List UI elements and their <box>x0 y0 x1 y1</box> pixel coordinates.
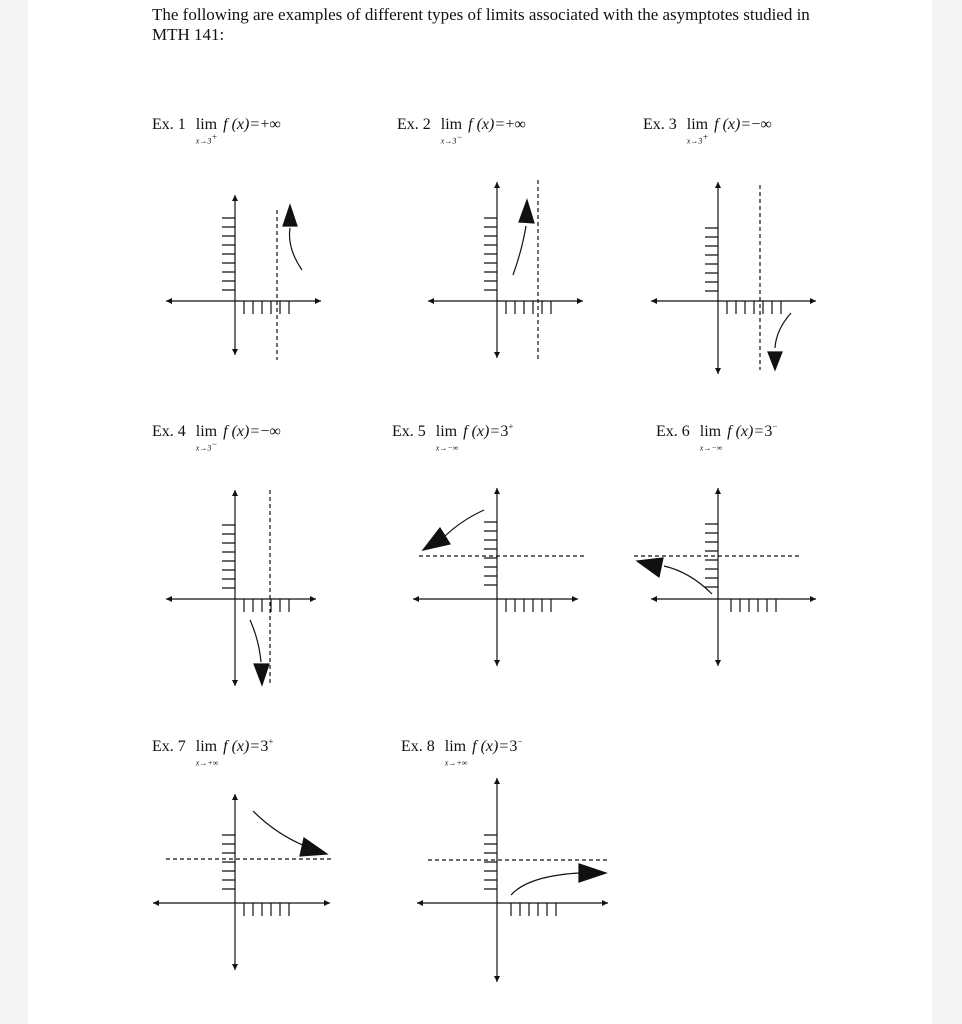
example-number: Ex. 8 <box>401 738 435 756</box>
limit-value: −∞ <box>260 423 281 441</box>
example-number: Ex. 4 <box>152 423 186 441</box>
curve <box>290 228 303 270</box>
arrowhead <box>283 205 297 226</box>
example-number: Ex. 2 <box>397 116 431 134</box>
x-ticks <box>727 301 781 314</box>
curve <box>445 510 484 536</box>
curve <box>775 313 791 348</box>
curve <box>513 226 526 275</box>
example-1-label: Ex. 1 lim x→3+ f (x)=+∞ <box>152 116 281 146</box>
y-ticks <box>222 218 235 290</box>
graph-5 <box>413 488 585 666</box>
example-number: Ex. 1 <box>152 116 186 134</box>
lim-subscript: x→+∞ <box>195 758 219 768</box>
function-expression: f (x) <box>472 738 499 756</box>
limit-value: 3+ <box>260 737 274 756</box>
arrowhead <box>637 558 663 577</box>
y-ticks <box>484 218 497 290</box>
graph-2 <box>428 180 583 360</box>
example-number: Ex. 7 <box>152 738 186 756</box>
lim-word: lim <box>195 116 218 134</box>
lim-word: lim <box>686 116 709 134</box>
function-expression: f (x) <box>223 116 250 134</box>
lim-subscript: x→3+ <box>195 132 218 146</box>
example-4-label: Ex. 4 lim x→3− f (x)=−∞ <box>152 423 281 453</box>
intro-text: The following are examples of different types of limits associated with the asymptotes studied in MTH 141: <box>152 5 810 44</box>
y-ticks <box>222 835 235 889</box>
limit-value: 3− <box>509 737 523 756</box>
limit-value: 3− <box>764 422 778 441</box>
lim-word: lim <box>195 738 218 756</box>
y-ticks <box>484 835 497 889</box>
arrowhead <box>300 838 327 856</box>
arrowhead <box>519 200 534 223</box>
limit-value: +∞ <box>505 116 526 134</box>
limit-value: +∞ <box>260 116 281 134</box>
arrowhead <box>768 352 782 370</box>
lim-subscript: x→−∞ <box>435 443 459 453</box>
x-ticks <box>511 903 556 916</box>
function-expression: f (x) <box>714 116 741 134</box>
arrowhead <box>254 664 269 685</box>
y-ticks <box>484 522 497 585</box>
example-5-label: Ex. 5 lim x→−∞ f (x)=3+ <box>392 422 514 453</box>
y-ticks <box>705 228 718 291</box>
example-7-label: Ex. 7 lim x→+∞ f (x)=3+ <box>152 737 274 768</box>
lim-subscript: x→3+ <box>686 132 709 146</box>
curve <box>511 873 579 895</box>
function-expression: f (x) <box>223 423 250 441</box>
graph-1 <box>166 195 321 360</box>
lim-subscript: x→−∞ <box>699 443 723 453</box>
example-number: Ex. 5 <box>392 423 426 441</box>
graph-4 <box>166 490 316 686</box>
lim-subscript: x→3− <box>440 132 463 146</box>
function-expression: f (x) <box>468 116 495 134</box>
example-number: Ex. 3 <box>643 116 677 134</box>
arrowhead <box>423 528 450 550</box>
example-number: Ex. 6 <box>656 423 690 441</box>
graph-7 <box>153 794 331 970</box>
function-expression: f (x) <box>727 423 754 441</box>
function-expression: f (x) <box>223 738 250 756</box>
x-ticks <box>506 301 551 314</box>
x-ticks <box>506 599 551 612</box>
limit-value: 3+ <box>500 422 514 441</box>
lim-word: lim <box>435 423 458 441</box>
graph-3 <box>651 182 816 374</box>
x-ticks <box>244 903 289 916</box>
example-2-label: Ex. 2 lim x→3− f (x)=+∞ <box>397 116 526 146</box>
lim-subscript: x→3− <box>195 439 218 453</box>
curve <box>664 566 712 594</box>
function-expression: f (x) <box>463 423 490 441</box>
y-ticks <box>222 525 235 588</box>
lim-word: lim <box>195 423 218 441</box>
lim-word: lim <box>699 423 722 441</box>
example-3-label: Ex. 3 lim x→3+ f (x)=−∞ <box>643 116 772 146</box>
graph-8 <box>417 778 609 982</box>
limit-value: −∞ <box>751 116 772 134</box>
arrowhead <box>579 864 606 882</box>
lim-word: lim <box>444 738 467 756</box>
lim-subscript: x→+∞ <box>444 758 468 768</box>
graph-6 <box>634 488 816 666</box>
x-ticks <box>731 599 776 612</box>
example-8-label: Ex. 8 lim x→+∞ f (x)=3− <box>401 737 523 768</box>
lim-word: lim <box>440 116 463 134</box>
x-ticks <box>244 301 289 314</box>
curve <box>250 620 261 662</box>
x-ticks <box>244 599 289 612</box>
example-6-label: Ex. 6 lim x→−∞ f (x)=3− <box>656 422 778 453</box>
curve <box>253 811 305 846</box>
